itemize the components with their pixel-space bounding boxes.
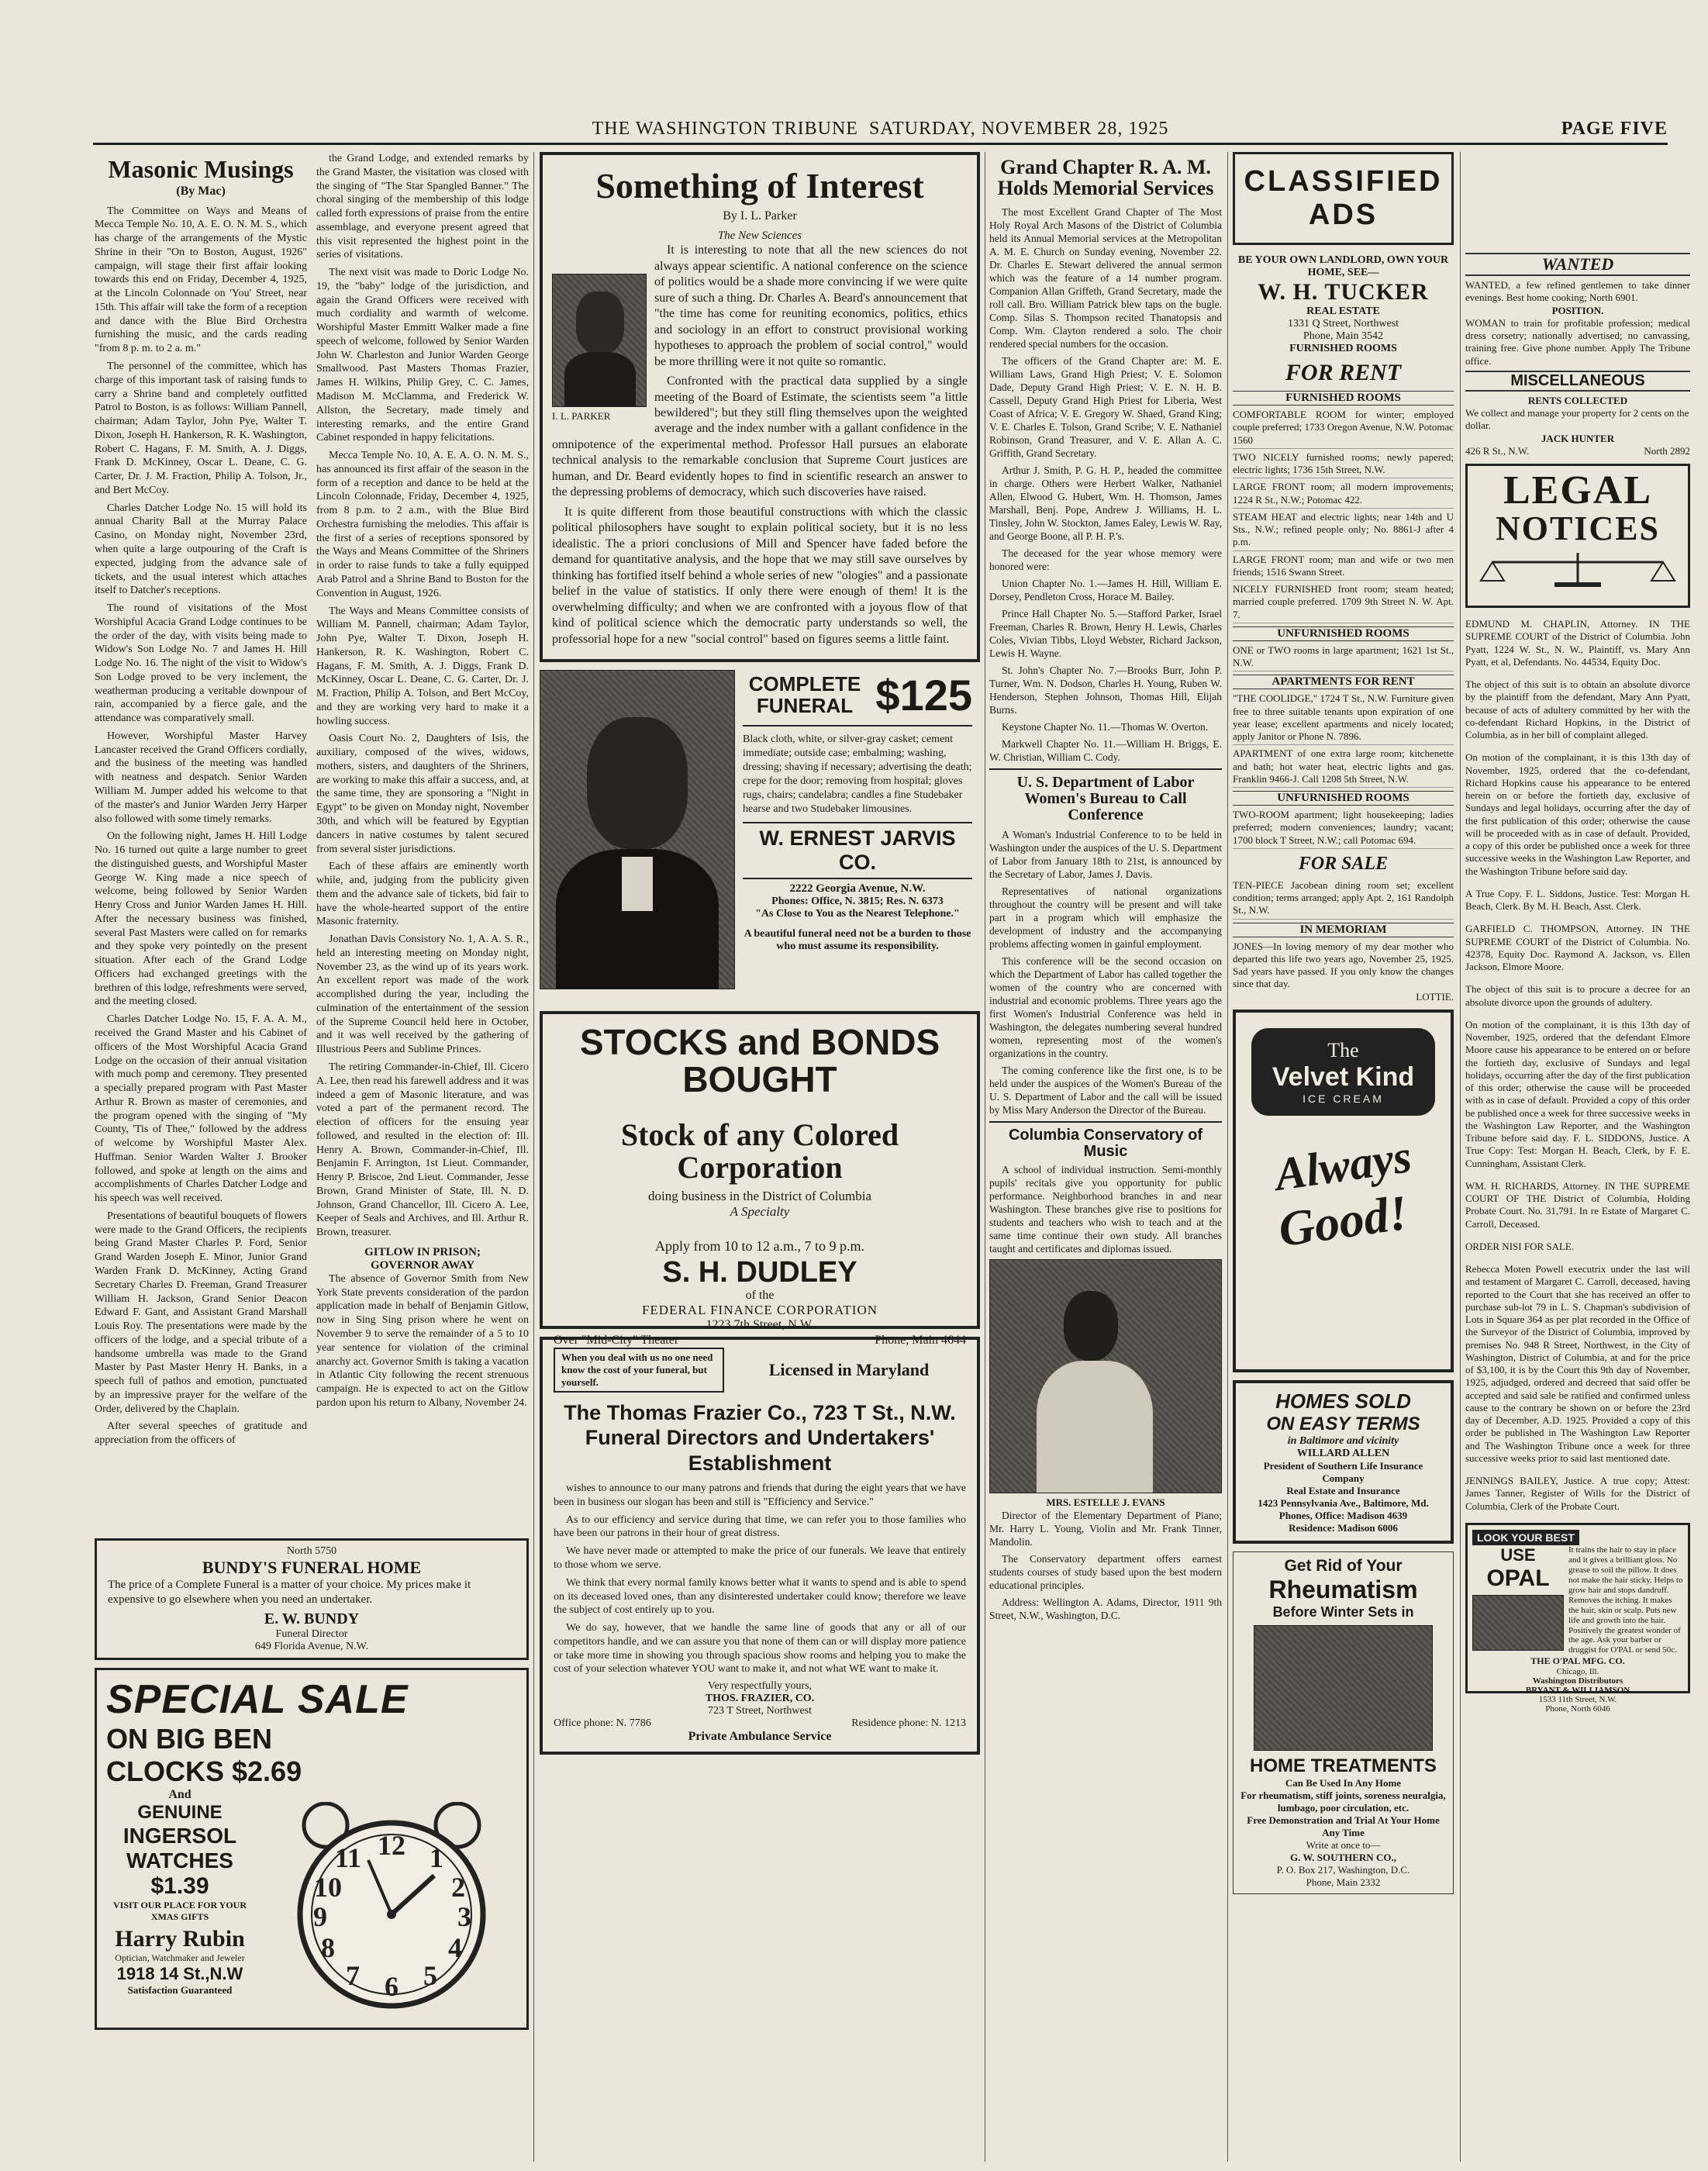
jarvis-phones: Phones: Office, N. 3815; Res. N. 6373	[771, 896, 944, 908]
evans-caption: MRS. ESTELLE J. EVANS	[1046, 1496, 1165, 1508]
center-column	[540, 152, 980, 2162]
rheum-l7: Free Demonstration and Trial At Your Home Any Time	[1247, 1814, 1440, 1838]
stocks-right: Phone, Main 4644	[875, 1333, 966, 1347]
legal-paragraph: JENNINGS BAILEY, Justice. A true copy; Attest: James Tanner, Register of Wills for the District of Columbia, Clerk of the Probate Court.	[1465, 1475, 1690, 1512]
rheumatism-ad	[1233, 1551, 1454, 1894]
frazier-paragraph: wishes to announce to our many patrons and friends that during the eight years that we have been in business our slogan has been and still is "Efficiency and Service."	[554, 1482, 966, 1508]
classified-item: "THE COOLIDGE," 1724 T St., N.W. Furniture given free to three suitable tenants upon expiration of one year lease; excellent apartments and nicely located; apply Janitor or Phone N. 7896.	[1233, 692, 1454, 745]
sale-guarantee: Satisfaction Guaranteed	[127, 1983, 233, 1996]
classified-item: STEAM HEAT and electric lights; near 14th and U Sts., N.W.; refined people only; No. 8861-J after 4 p.m.	[1233, 511, 1454, 551]
for-rent-heading: FOR RENT	[1285, 360, 1402, 385]
legal-paragraph: ORDER NISI FOR SALE.	[1465, 1240, 1575, 1252]
rents-heading: RENTS COLLECTED	[1527, 394, 1628, 406]
grand-body	[989, 205, 1222, 764]
rheum-illustration	[1254, 1625, 1433, 1751]
conservatory-address: Address: Wellington A. Adams, Director, 1911 9th Street, N.W., Washington, D.C.	[989, 1596, 1222, 1621]
masonic-title: Masonic Musings	[108, 155, 294, 183]
homes-l9: Residence: Madison 6006	[1289, 1521, 1398, 1534]
grand-paragraph: Keystone Chapter No. 11.—Thomas W. Overton.	[1002, 720, 1209, 733]
stocks-corp: FEDERAL FINANCE CORPORATION	[641, 1302, 878, 1317]
sale-l5: GENUINE	[137, 1801, 223, 1823]
column-three	[989, 152, 1222, 2162]
homes-l4: WILLARD ALLEN	[1296, 1447, 1390, 1459]
apartments-heading: APARTMENTS FOR RENT	[1233, 675, 1454, 689]
rheum-l3: Before Winter Sets in	[1272, 1603, 1414, 1620]
stocks-l1: STOCKS and BONDS	[579, 1022, 940, 1063]
svg-text:6: 6	[385, 1970, 399, 2002]
sale-addr: 1918 14 St.,N.W	[116, 1963, 243, 1983]
masonic-paragraph: Presentations of beautiful bouquets of flowers were made to the Grand Officers, the recipients being Grand Master Charles P. Ford, Senior Grand Warden Joseph E. Minor, Junior Grand Warden Frank D. McKinney, Acting Grand Secretary Charles D. Freeman, Grand Treasurer William H. Jackson, Grand Senior Deacon Edward F. Gant, and Assistant Grand Marshall Louis Roy. The presentations were made by the officers of the lodge, and a special tribute of a handsome umbrella was made to the Grand Master by Past Master Henry H. Banks, in a speech full of pathos and emotion, punctuated by an impressive prayer for the welfare of the Order, delivered by the Chaplain.	[95, 1210, 307, 1415]
homes-l7: 1423 Pennsylvania Ave., Baltimore, Md.	[1258, 1496, 1429, 1509]
tucker-line5: FURNISHED ROOMS	[1289, 343, 1397, 354]
sale-l8: $1.39	[150, 1872, 209, 1899]
frazier-paragraph: We have never made or attempted to make the price of our funerals. We leave that entirely to those whom we serve.	[554, 1545, 966, 1572]
stocks-l5: doing business in the District of Columbia	[647, 1188, 872, 1203]
opal-dist: Washington Distributors	[1532, 1676, 1623, 1686]
jarvis-ad	[540, 670, 980, 1003]
masonic-paragraph: The Committee on Ways and Means of Mecca Temple No. 10, A. E. O. N. M. S., which has charge of the arrangements of the Mystic Shrine in their "On to Boston, August, 1926" campaign, will stage their first affair looking towards this end on Friday, December 4, 1925, at the Lincoln Colonnade on 'You' Street, near 15th. This affair will take the form of a reception and dance with the Blue Bird Orchestra furnishing the music, and the cards reading "from 8 p. m. to 2 a. m."	[95, 205, 307, 355]
rheum-l5: Can Be Used In Any Home	[1285, 1776, 1402, 1789]
frazier-ambulance: Private Ambulance Service	[688, 1730, 832, 1744]
masonic-paragraph: The round of visitations of the Most Worshipful Acacia Grand Lodge continues to be the order of the day, with visits being made to Widow's Son Lodge No. 7 and James H. Hill Lodge No. 16. The night of the visit to Widow's Son Lodge proved to be very inclement, the weatherman producing a veritable downpour of rain, accompanied by a fierce gale, and the attendance was comparatively small.	[95, 602, 307, 725]
labor-paragraph: A Woman's Industrial Conference to to be held in Washington under the auspices of the U. S. Department of Labor from January 18th to 21st, is announced by the Secretary of Labor, James J. Davis.	[989, 828, 1222, 880]
for-sale-list	[1233, 879, 1454, 920]
rheum-l1: Get Rid of Your	[1284, 1556, 1403, 1575]
velvet-icecream: ICE CREAM	[1303, 1092, 1384, 1105]
conservatory-more	[989, 1509, 1222, 1622]
jarvis-portrait	[540, 670, 735, 989]
wanted-heading: WANTED	[1465, 253, 1690, 276]
unfurnished-heading-2: UNFURNISHED ROOMS	[1233, 791, 1454, 806]
legal-paragraph: WM. H. RICHARDS, Attorney. IN THE SUPREME COURT OF THE District of Columbia, Holding Probate Court. No. 31,791. In re Estate of Margaret C. Carroll, Deceased.	[1465, 1179, 1690, 1230]
labor-paragraph: This conference will be the second occasion on which the Department of Labor has called together the women of the country who are concerned with industrial and economic problems. Three years ago the first Women's Industrial Conference was held in Washington, the delegates numbering several hundred women, representing most of the women's organizations in the country.	[989, 954, 1222, 1059]
sale-l4: And	[168, 1787, 192, 1801]
grand-paragraph: Prince Hall Chapter No. 5.—Stafford Parker, Israel Freeman, Charles R. Brown, Henry H. Lewis, Charles Coles, Vivian Tibbs, Lloyd Webster, Richard Jackson, Lewis H. Wayne.	[989, 607, 1222, 659]
unfurnished-list	[1233, 644, 1454, 672]
apartment-list	[1233, 692, 1454, 788]
stocks-of: of the	[745, 1288, 775, 1302]
svg-text:1: 1	[430, 1841, 443, 1873]
bundy-title: BUNDY'S FUNERAL HOME	[202, 1558, 422, 1577]
column-five	[1465, 152, 1690, 2162]
classified-title: CLASSIFIED ADS	[1233, 152, 1454, 245]
frazier-paragraph: We think that every normal family knows better what it wants to spend and is able to spend on its deceased loved ones, than any disinterested undertaker could know; therefore we leave the subject of cost entirely up to you.	[554, 1576, 966, 1617]
classified-item: NICELY FURNISHED front room; steam heated; married couple preferred. 1709 9th Street N. W. Apt. 7.	[1233, 583, 1454, 623]
grand-paragraph: The deceased for the year whose memory were honored were:	[989, 547, 1222, 572]
stocks-bonds-ad	[540, 1011, 980, 1347]
rheum-l9: G. W. SOUTHERN CO.,	[1290, 1851, 1396, 1863]
masonic-paragraph: Charles Datcher Lodge No. 15, F. A. A. M., received the Grand Master and his Cabinet of officers of the Most Worshipful Acacia Grand Lodge on the occasion of their annual visitation with much pomp and ceremony. They presented a specially prepared program with Past Master Arthur R. Brown as master of ceremonies, and the program opened with the singing of "My County, 'Tis of Thee," followed by the address of welcome by Worshipful Master Alex. Huffman. Senior Warden Walter J. Brooker followed, and spoke at length on the aims and accomplishments of Charles Datcher Lodge and his speech was well received.	[95, 1013, 307, 1205]
stocks-l7: Apply from 10 to 12 a.m., 7 to 9 p.m.	[655, 1237, 864, 1254]
parker-photo	[552, 274, 647, 407]
bundy-ad	[95, 1538, 529, 1660]
masthead-line	[93, 119, 1668, 140]
masonic-body-a	[95, 205, 307, 1448]
stocks-l6: A Specialty	[730, 1203, 790, 1219]
labor-paragraph: Representatives of national organizations throughout the country will be present and will take part in a program which will emphasize the development of industry and the accompanying problems affecting women in gainful employment.	[989, 885, 1222, 950]
masonic-byline: (By Mac)	[176, 184, 226, 198]
stocks-name: S. H. DUDLEY	[662, 1255, 857, 1289]
alarm-clock-illustration	[267, 1802, 516, 2011]
stocks-l4: Corporation	[677, 1149, 843, 1185]
misc-heading: MISCELLANEOUS	[1465, 371, 1690, 392]
legal-paragraph: Rebecca Moten Powell executrix under the last will and testament of Margaret C. Carroll, deceased, having reported to the Court that she has received an offer to purchase sub-lot 79 in L. S. Chapman's subdivision of Lots in Square 364 as per plat recorded in the Office of the Surveyor of the District of Columbia, improved by premises No. 948 R Street, Northwest, in the City of Washington, District of Columbia, at and for the price of $3,100, it is by the Court this 9th day of November, 1925, adjudged, ordered and decreed that said offer be accepted and said sale be ratified and confirmed unless cause to the contrary be shown on or before the 23rd day of December, A.D. 1925. Provided a copy of this order be published in The Washington Law Reporter and The Washington Tribune once a week for three successive weeks prior to said last mentioned date.	[1465, 1263, 1690, 1464]
interest-title: Something of Interest	[595, 166, 924, 205]
frazier-sign2: THOS. FRAZIER, CO.	[705, 1693, 815, 1705]
jarvis-addr: 2222 Georgia Avenue, N.W.	[789, 882, 926, 896]
masonic-paragraph: The Ways and Means Committee consists of William M. Pannell, chairman; Adam Taylor, John Pye, Walter T. Dixon, Joseph H. Hankerson, R. K. Washington, Robert C. Hagans, F. M. Smith, A. J. Diggs, Frank D. McKinney, Oscar L. Deane, C. G. Carter, Dr. J. M. Fraction, Philip A. Tolson, and Bert McCoy, and they are working very hard to make it a howling success.	[316, 605, 529, 727]
frazier-side: When you deal with us no one need know the cost of your funeral, but yourself.	[554, 1348, 724, 1393]
rheum-l10: P. O. Box 217, Washington, D.C.	[1276, 1863, 1410, 1876]
bundy-name: E. W. BUNDY	[264, 1610, 360, 1627]
masonic-columns	[95, 152, 529, 2162]
legal-paragraph: EDMUND M. CHAPLIN, Attorney. IN THE SUPREME COURT of the District of Columbia. John Pyatt, 1224 W. St., N. W., Plaintiff, vs. Mary Ann Pyatt, et al, Defendants. No. 44534, Equity Doc.	[1465, 618, 1690, 668]
stocks-addr: 1223 7th Street, N.W.	[706, 1317, 814, 1331]
homes-l8: Phones, Office: Madison 4639	[1278, 1509, 1408, 1521]
svg-text:12: 12	[378, 1829, 405, 1861]
opal-brand: OPAL	[1486, 1565, 1550, 1591]
legal-paragraph: GARFIELD C. THOMPSON, Attorney. IN THE SUPREME COURT of the District of Columbia. No. 42378, Equity Doc. Raymond A. Jackson, vs. Ellen Jackson, Elmore Moore.	[1465, 923, 1690, 972]
classified-item: TWO-ROOM apartment; light housekeeping; ladies preferred; modern conveniences; laundry; vacant; 1700 block T Street, N.W.; call Potomac 694.	[1233, 809, 1454, 849]
conservatory-text3: The Conservatory department offers earnest students courses of study based upon the best modern educational principles.	[989, 1552, 1222, 1591]
frazier-body	[554, 1482, 966, 1676]
stocks-left: Over "Mid-City" Theater	[554, 1333, 679, 1347]
svg-text:10: 10	[314, 1871, 342, 1903]
interest-paragraph: Confronted with the practical data supplied by a single meeting of the Board of Estimate, the scientists seem "a little bewildered"; but they still fling themselves upon the weighted average and the index number with a gallant confidence in the omnipotence of the experimental method. Professor Hall pursues an elaborate technical analysis to the remarkable conclusion that Supreme Court justices are human, and Dr. Beard evidently hopes to find in scientific research an answer to the depressing problems of democracy, which such discoveries have raised.	[552, 374, 968, 499]
scales-illustration	[1477, 547, 1679, 588]
classified-item: TWO NICELY furnished rooms; newly papered; electric lights; 1736 15th Street, N.W.	[1233, 451, 1454, 479]
frazier-paragraph: As to our efficiency and service during that time, we can refer you to those families who have been our patrons in their hour of great distress.	[554, 1513, 966, 1540]
legal-paragraph: On motion of the complainant, it is this 13th day of November, 1925, ordered that the defendant Elmore Moore cause his appearance to be entered on or before the fortieth day, exclusive of Sundays and legal holidays, occurring after the day of the first publication of this order; otherwise the cause will be proceeded with as in case of default. Provided a copy of this order be published once a week for three successive weeks in the Washington Law Reporter, and the Washington Tribune before said day. F. L. SIDDONS, Justice. A True Copy: Test: Morgan H. Beach, Clerk, by F. E. Cunningham, Assistant Clerk.	[1465, 1018, 1690, 1169]
stocks-l2: BOUGHT	[682, 1059, 837, 1100]
classified-item: LARGE FRONT room; all modern improvements; 1224 R St., N.W.; Potomac 422.	[1233, 481, 1454, 509]
unfurnished-heading: UNFURNISHED ROOMS	[1233, 626, 1454, 641]
masonic-paragraph: Each of these affairs are eminently worth while, and, judging from the publicity given them and the advance sale of tickets, bid fair to have the whole-hearted support of the entire Masonic fraternity.	[316, 861, 529, 928]
masonic-paragraph: The personnel of the committee, which has charge of this important task of raising funds to carry a Shrine band and completely outfitted Patrol to Boston, is as follows: William Pannell, chairman; Adam Taylor, John Pye, Walter T. Dixon, Joseph H. Hankerson, R. K. Washington, Robert C. Hagans, F. M. Smith, A. J. Diggs, Frank D. McKinney, Oscar L. Deane, C. G. Carter, Dr. J. M. Fraction, Philip A. Tolson, Jr., and Bert McCoy.	[95, 361, 307, 496]
legal-paragraph: A True Copy. F. L. Siddons, Justice. Test: Morgan H. Beach, Clerk. By M. H. Beach, Asst. Clerk.	[1465, 887, 1690, 912]
rent-list	[1233, 409, 1454, 623]
gitlow-head-2: GOVERNOR AWAY	[370, 1258, 475, 1272]
svg-text:8: 8	[321, 1931, 335, 1963]
frazier-res: Residence phone: N. 1213	[851, 1717, 966, 1730]
classified-item: ONE or TWO rooms in large apartment; 1621 1st St., N.W.	[1233, 644, 1454, 672]
grand-paragraph: Markwell Chapter No. 11.—William H. Briggs, E. W. Christian, William C. Cody.	[989, 737, 1222, 763]
evans-photo	[989, 1259, 1222, 1493]
tucker-line4: Phone, Main 3542	[1303, 330, 1384, 342]
conservatory-body	[989, 1163, 1222, 1255]
legal-paragraph: On motion of the complainant, it is this 13th day of November, 1925, ordered that the co-defendant, Richard Hopkins cause his appearance to be entered herein on or before the fortieth day, exclusive of Sundays and legal holidays, occurring after the day of the first publication of this order; otherwise the cause will be proceeded with as in case of default. Provided, a copy of this order be published once a week for three successive weeks in the Washington Law Reporter, and the Washington Tribune before said day.	[1465, 751, 1690, 877]
homes-ad	[1233, 1380, 1454, 1544]
opal-use: USE	[1500, 1545, 1536, 1565]
opal-distname: BRYANT & WILLIAMSON	[1525, 1686, 1630, 1696]
sale-name: Harry Rubin	[115, 1925, 245, 1952]
masonic-paragraph: However, Worshipful Master Harvey Lancaster received the Grand Officers cordially, and the business of the meeting was handled with neatness and despatch. Senior Warden William M. Jumper added his welcome to that of the master's and Junior Warden Jerry Harper also followed with some timely remarks.	[95, 730, 307, 825]
stocks-l3: Stock of any Colored	[620, 1117, 899, 1152]
column-rule	[533, 152, 534, 2162]
classified-item: COMFORTABLE ROOM for winter; employed couple preferred; 1733 Oregon Avenue, N.W. Potomac 1560	[1233, 409, 1454, 449]
gitlow-body	[316, 1272, 529, 1410]
grand-title: Grand Chapter R. A. M. Holds Memorial Services	[997, 156, 1214, 200]
hunter-name: JACK HUNTER	[1541, 432, 1615, 444]
interest-subhead: The New Sciences	[717, 230, 802, 243]
legal-l2: NOTICES	[1495, 509, 1661, 547]
grand-paragraph: The officers of the Grand Chapter are: M. E. William Laws, Grand High Priest; V. E. Solomon Dade, Deputy Grand High Priest; V. E. N. H. B. Cassell, Deputy Grand High Priest for Liberia, West Coast of Africa; V. E. Gregory W. Shaed, Grand King; V. E. Charles E. Tolson, Grand Scribe; V. E. Nathaniel Robinson, Grand Treasurer, and V. E. Allan A. C. Griffith, Grand Secretary.	[989, 354, 1222, 459]
gitlow-text: The absence of Governor Smith from New York State prevents consideration of the pardon application made in behalf of Benjamin Gitlow, now in Sing Sing prison where he went on November 9 to serve the remainder of a 5 to 10 year sentence for violation of the criminal anarchy act. Governor Smith is taking a vacation in Atlantic City following the recent strenuous campaign. He is expected to act on the Gitlow pardon upon his return to Albany, November 24.	[316, 1272, 529, 1409]
opal-l1: LOOK YOUR BEST	[1472, 1530, 1579, 1545]
grand-paragraph: St. John's Chapter No. 7.—Brooks Burr, John P. Turner, Wm. N. Dodson, Charles H. Young, Ruben W. Henderson, Stephen Johnson, Thomas Hill, Elijah Burns.	[989, 664, 1222, 716]
classified-item: LARGE FRONT room; man and wife or two men friends; 1516 Swann Street.	[1233, 554, 1454, 582]
masonic-col-a	[95, 152, 307, 1532]
unfurnished-list-2	[1233, 809, 1454, 849]
homes-l3: in Baltimore and vicinity	[1287, 1434, 1399, 1447]
classified-item: APARTMENT of one extra large room; kitchenette and bath; hot water heat, electric lights and gas. Franklin 9466-J. Call 1208 5th Street, N.W.	[1233, 747, 1454, 788]
masonic-paragraph: The retiring Commander-in-Chief, Ill. Cicero A. Lee, then read his farewell address and it was indeed a gem of Masonic literature, and was voted a part of the permanent record. The election of officers for the ensuing year followed, and resulted in the election of: Ill. Henry A. Brown, Commander-in-Chief, Ill. Benjamin F. Arrington, 1st Lieut. Commander, Henry P. Briscoe, 2nd Lieut. Commander, Jesse Brown, Grand Minister of State, Ill. N. D. Johnson, Grand Chancellor, Ill. Cicero A. Lee, Keeper of Seals and Archives, and Ill. Arthur R. Brown, treasurer.	[316, 1061, 529, 1239]
page-header	[93, 116, 1668, 145]
masonic-paragraph: Mecca Temple No. 10, A. E. A. O. N. M. S., has announced its first affair of the season in the form of a reception and dance to be held at the Lincoln Colonnade, Friday, December 4, 1925, from 8 p.m. to 2 a.m., with the Blue Bird Orchestra furnishing the melodies. This affair is the first of a series of receptions sponsored by the Ways and Means Committee of the Shriners in order to raise funds to take a fully equipped Arab Patrol and a Shrine Band to Boston for the Convention in August, 1926.	[316, 450, 529, 599]
hunter-addr: 426 R St., N.W.	[1465, 444, 1530, 457]
conservatory-text: A school of individual instruction. Semi-monthly pupils' recitals give you opportunity for public performance. Neighborhood branches in and near Washington. These branches give rise to positions for students and teachers who wish to teach and at the same time continue their own study. All branches taught and certificates and diplomas issued.	[989, 1163, 1222, 1255]
interest-byline: By I. L. Parker	[723, 209, 797, 223]
classified-column	[1233, 152, 1454, 2162]
sale-l9: VISIT OUR PLACE FOR YOUR XMAS GIFTS	[112, 1899, 247, 1922]
frazier-paragraph: We do say, however, that we handle the same line of goods that any or all of our competitors handle, and we can assure you that none of them can or will display more patience or take more time in showing you through spacious show rooms and helping you to make the cost of your selection whatever YOU want to make it, and not what WE want to make it.	[554, 1622, 966, 1676]
masonic-paragraph: Jonathan Davis Consistory No. 1, A. A. S. R., held an interesting meeting on Monday night, November 23, as the wind up of its years work. An excellent report was made of the work accomplished during the year, including the culmination of the entertainment of the session of the Supreme Council held here in October, and it was well received by the gathering of Illustrious Peers and Sublime Princes.	[316, 934, 529, 1056]
page-number: PAGE FIVE	[1561, 119, 1668, 139]
masonic-paragraph: the Grand Lodge, and extended remarks by the Grand Master, the visitation was closed with the singing of "The Star Spangled Banner." The choral singing of the membership of this lodge called forth expressions of praise from the entire assemblage, and everyone present agreed that this visit represented the highest point in the series of visitations.	[316, 153, 529, 261]
masonic-paragraph: The next visit was made to Doric Lodge No. 19, the "baby" lodge of the jurisdiction, and again the Grand Officers were received with much cordiality and warmth of welcome. Worshipful Master Emmitt Walker made a fine speech of welcome, followed by Senior Warden John W. Charleston and Junior Warden George Smallwood. Past Masters Thomas Frazier, James H. Wilkins, Philip Grey, C. C. James, Madison M. McClamma, and Frederick W. Allston, the Secretary, made timely and interesting remarks, and the entire Grand Cabinet responded in happy felicitations.	[316, 267, 529, 444]
grand-paragraph: Arthur J. Smith, P. G. H. P., headed the committee in charge. Others were Herbert Walker, Nathaniel Allen, Elwood G. Hubert, Wm. H. Thomson, James Marshall, Benj. Pope, Andrew J. Williams, H. L. Tinsley, John W. Stockton, James Ealey, Lewis W. Ray, and George Boone, all P. H. P.'s.	[989, 464, 1222, 542]
for-sale-heading: FOR SALE	[1298, 853, 1389, 874]
conservatory-title: Columbia Conservatory of Music	[1008, 1126, 1203, 1160]
jarvis-note: A beautiful funeral need not be a burden to those who must assume its responsibility.	[744, 928, 971, 953]
svg-text:2: 2	[451, 1871, 465, 1903]
svg-text:9: 9	[313, 1900, 327, 1932]
tucker-line3: 1331 Q Street, Northwest	[1287, 318, 1399, 330]
tucker-name: W. H. TUCKER	[1258, 279, 1429, 305]
jarvis-text: Black cloth, white, or silver-gray casket; cement immediate; outside case; embalming; washing, dressing; shaving if necessary; advertising the death; crepe for the door; removing from hospital; gloves rugs, chairs; candelabra; candles a fine Studebaker hearse and two Studebaker limousines.	[743, 733, 972, 815]
paper-name: THE WASHINGTON TRIBUNE	[592, 119, 858, 139]
labor-body	[989, 828, 1222, 1117]
velvet-kind: Velvet Kind	[1272, 1061, 1415, 1092]
bundy-role: Funeral Director	[275, 1627, 348, 1640]
classified-item: TEN-PIECE Jacobean dining room set; excellent condition; terms arranged; apply Apt. 2, 161 Randolph St., N.W.	[1233, 879, 1454, 920]
legal-paragraph: The object of this suit is to procure a decree for an absolute divorce upon the grounds of adultery.	[1465, 983, 1690, 1008]
rheum-l11: Phone, Main 2332	[1306, 1876, 1381, 1888]
velvet-ad	[1233, 1010, 1454, 1372]
frazier-licensed: Licensed in Maryland	[768, 1360, 930, 1380]
memoriam-text: JONES—In loving memory of my dear mother who departed this life two years ago, November 25, 1925. Sad years have passed. If you only know the changes since that day.	[1233, 940, 1454, 990]
homes-l2: ON EASY TERMS	[1266, 1413, 1420, 1434]
opal-addr: 1533 11th Street, N.W.	[1538, 1695, 1617, 1705]
rheum-l2: Rheumatism	[1268, 1575, 1418, 1603]
jarvis-tag: "As Close to You as the Nearest Telephone."	[755, 908, 960, 920]
opal-phone: Phone, North 6046	[1545, 1704, 1610, 1714]
frazier-ad	[540, 1337, 980, 1755]
opal-text: It trains the hair to stay in place and it gives a brilliant gloss. No grease to soil the pillow. It does not make the hair sticky. Helps to grow hair and stops dandruff. Removes the itching. It makes the hair, skin or scalp. Puts new life and growth into the hair. Positively the greatest wonder of the age. Ask your barber or druggist for O'PAL or send 50c.	[1568, 1545, 1683, 1655]
frazier-title: The Thomas Frazier Co., 723 T St., N.W. Funeral Directors and Undertakers' Establishment	[564, 1401, 956, 1475]
interest-paragraph: It is interesting to note that all the new sciences do not always appear scientific. A national conference on the science of politics would be a shade more convincing if we were quite sure of such a thing. Dr. Charles A. Beard's announcement that "the time has come for reuniting economics, politics, ethics and sociology in an effort to construct provisional working hypotheses to approach the problem of social control," would be more thrilling were it not quite so romantic.	[654, 243, 968, 368]
tucker-line2: REAL ESTATE	[1306, 305, 1380, 317]
frazier-sign3: 723 T Street, Northwest	[707, 1705, 813, 1717]
legal-notices-banner	[1465, 464, 1690, 608]
bundy-text: The price of a Complete Funeral is a matter of your choice. My prices make it expensive to go elsewhere when you need an undertaker.	[108, 1579, 471, 1606]
frazier-sign1: Very respectfully yours,	[707, 1680, 813, 1693]
opal-jar-illustration	[1472, 1595, 1564, 1651]
sale-role: Optician, Watchmaker and Jeweler	[115, 1952, 245, 1963]
svg-text:4: 4	[448, 1931, 462, 1963]
furnished-heading: FURNISHED ROOMS	[1233, 391, 1454, 406]
masonic-paragraph: On the following night, James H. Hill Lodge No. 16 turned out quite a large number to greet the distinguished guests, and Worshipful Master George W. King made a nice speech of welcome, being followed by Senior Warden Henry Cross and Junior Warden James H. Hill. After the necessary business was finished, several Past Masters were called on for remarks and they spoke very pointedly on the present situation. After each of the Grand Lodge Officers had exchanged greetings with the brethren of this lodge, refreshments were served, and the meeting closed.	[95, 830, 307, 1008]
position-text: WOMAN to train for profitable profession; medical dress corsetry; nationally advertised; no canvassing, training free. Give phone number. Apply The Tribune office.	[1465, 316, 1690, 367]
memoriam-heading: IN MEMORIAM	[1233, 923, 1454, 937]
masonic-paragraph: Oasis Court No. 2, Daughters of Isis, the auxiliary, composed of the wives, widows, mothers, sisters, and daughters of the Shriners, are working to make this affair a success, and, at the same time, they are sponsoring a "Night in Egypt" to be given on Monday night, November 30th, and which will be featured by Egyptian dancers in native costumes by talent secured from several sister jurisdictions.	[316, 733, 529, 855]
sale-l7: WATCHES	[126, 1848, 233, 1872]
velvet-the: The	[1327, 1038, 1359, 1061]
jarvis-head: COMPLETE FUNERAL	[748, 672, 861, 717]
legal-l1: LEGAL	[1503, 468, 1653, 513]
masonic-col-b	[316, 152, 529, 1532]
column-rule	[1227, 152, 1228, 2162]
sale-l6: INGERSOL	[122, 1823, 237, 1848]
jarvis-price: $125	[875, 671, 972, 720]
sale-l1: SPECIAL SALE	[106, 1676, 409, 1722]
memoriam-sign: LOTTIE.	[1416, 990, 1454, 1003]
something-of-interest	[540, 152, 980, 662]
svg-text:3: 3	[457, 1900, 471, 1932]
jarvis-name: W. ERNEST JARVIS CO.	[743, 822, 972, 879]
opal-ad	[1465, 1523, 1690, 1714]
opal-city: Chicago, Ill.	[1556, 1667, 1599, 1677]
svg-text:5: 5	[423, 1959, 437, 1991]
sale-l3: CLOCKS $2.69	[106, 1755, 302, 1787]
parker-portrait-block	[552, 274, 647, 423]
svg-text:11: 11	[334, 1841, 362, 1873]
position-heading: POSITION.	[1551, 304, 1604, 316]
labor-title: U. S. Department of Labor Women's Bureau to Call Conference	[1016, 773, 1195, 823]
svg-text:7: 7	[346, 1959, 360, 1991]
hunter-phone: North 2892	[1644, 444, 1690, 457]
rheum-l6: For rheumatism, stiff joints, soreness neuralgia, lumbago, poor circulation, etc.	[1240, 1789, 1446, 1814]
frazier-office: Office phone: N. 7786	[554, 1717, 651, 1730]
rheum-l8: Write at once to—	[1306, 1838, 1381, 1851]
legal-paragraph: The object of this suit is to obtain an absolute divorce by the plaintiff from the defendant, Mary Ann Pyatt, because of acts of adultery committed by her with the co-defendant Richard Hopkins, in the District of Columbia, as in her bill of complaint alleged.	[1465, 678, 1690, 740]
legal-body	[1465, 618, 1690, 1513]
grand-paragraph: Union Chapter No. 1.—James H. Hill, William E. Dorsey, Pendleton Cross, Horace M. Bailey.	[989, 577, 1222, 602]
masonic-paragraph: After several speeches of gratitude and appreciation from the officers of	[95, 1420, 307, 1447]
jarvis-text-block	[735, 670, 980, 1003]
homes-l1: HOMES SOLD	[1275, 1389, 1411, 1413]
clock-sale-ad	[95, 1668, 529, 2030]
rents-text: We collect and manage your property for 2 cents on the dollar.	[1465, 407, 1689, 432]
issue-date: SATURDAY, NOVEMBER 28, 1925	[868, 119, 1169, 139]
labor-paragraph: The coming conference like the first one, is to be held under the auspices of the Women's Bureau of the U. S. Department of Labor and the call will be issued by Miss Mary Anderson the Director of the Bureau.	[989, 1064, 1222, 1116]
opal-company: THE O'PAL MFG. CO.	[1530, 1655, 1625, 1667]
parker-caption: I. L. PARKER	[552, 410, 611, 423]
bundy-address: 649 Florida Avenue, N.W.	[254, 1640, 369, 1652]
bundy-phone: North 5750	[286, 1545, 337, 1557]
homes-l6: Real Estate and Insurance	[1286, 1484, 1400, 1496]
rheum-l4: HOME TREATMENTS	[1250, 1755, 1437, 1776]
gitlow-head-1: GITLOW IN PRISON;	[364, 1245, 481, 1258]
conservatory-text2: Director of the Elementary Department of Piano; Mr. Harry L. Young, Violin and Mr. Frank Tinner, Mandolin.	[989, 1509, 1222, 1548]
grand-paragraph: The most Excellent Grand Chapter of The Most Holy Royal Arch Masons of the District of Columbia held its Annual Memorial services at the Metropolitan A. M. E. Church on Sunday evening, November 22. Dr. Charles E. Stewart delivered the annual sermon which was the feature of a 14 number program. Companion Allan Griffeth, Grand Secretary, made the roll call. Bro. William Patrick blew taps on the bugle. Comp. Silas S. Thompson recited Thanatopsis and Comp. Wm. Clayton rendered a solo. The choir rendered special numbers for the occasion.	[989, 205, 1222, 350]
column-rule	[1460, 152, 1461, 2162]
velvet-always: Always	[1272, 1130, 1415, 1200]
wanted-text: WANTED, a few refined gentlemen to take dinner evenings. Best home cooking; North 6901.	[1465, 279, 1690, 304]
masonic-paragraph: Charles Datcher Lodge No. 15 will hold its annual Charity Ball at the Murray Palace Casino, on Monday night, November 23rd, when quite a large outpouring of the Craft is expected, judging from the advance sale of tickets, and the usual interest which attaches itself to Datcher's receptions.	[95, 502, 307, 597]
interest-paragraph: It is quite different from those beautiful constructions with which the classic political philosophers have sought to explain political society, but it is no less idealistic. The a priori conclusions of Mill and Spencer have faded before the demand for quantitative analysis, and the hope that we may still save ourselves by thinking has fortified itself behind a whole series of new "ologies" and a passionate belief in the value of statistics. If only there were enough of them! It is the overwhelming difficulty; and when we are confronted with a joyous flow of that kind of political science which the democratic party understands so well, the professorial hope for a new "social control" based on figures seems a little faint.	[552, 505, 968, 646]
velvet-good: Good!	[1275, 1184, 1412, 1258]
sale-l2: ON BIG BEN	[106, 1722, 273, 1755]
homes-l5: President of Southern Life Insurance Company	[1263, 1459, 1423, 1484]
masonic-body-b	[316, 152, 529, 1240]
tucker-line1: BE YOUR OWN LANDLORD, OWN YOUR HOME, SEE—	[1237, 254, 1449, 278]
